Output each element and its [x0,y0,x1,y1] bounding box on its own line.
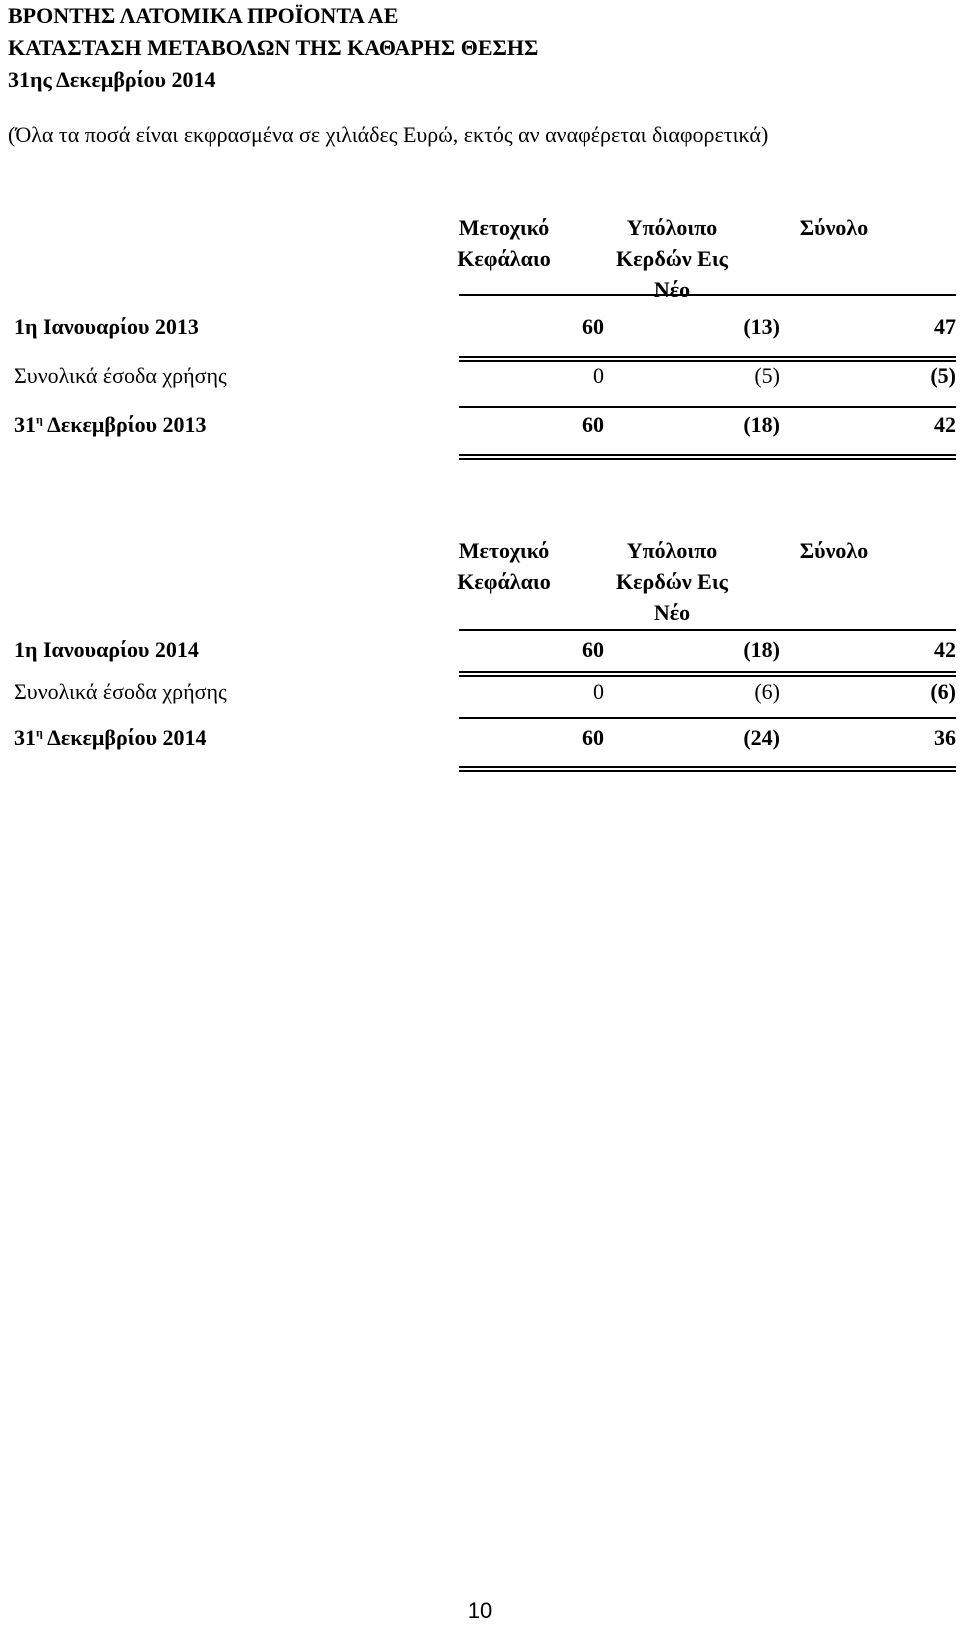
row-label: $31^\eta$ Δεκεμβρίου 2013 [14,412,207,437]
column-header-retained-earnings: Υπόλοιπο Κερδών Εις Νέο [616,215,728,302]
cell-retained-earnings: (13) [743,314,780,339]
column-header-share-capital: Μετοχικό Κεφάλαιο [457,538,551,594]
table-row-comprehensive-income [14,353,956,402]
statement-title: ΚΑΤΑΣΤΑΣΗ ΜΕΤΑΒΟΛΩΝ ΤΗΣ ΚΑΘΑΡΗΣ ΘΕΣΗΣ [8,35,539,60]
cell-retained-earnings: (5) [754,363,780,388]
cell-retained-earnings: (6) [754,679,780,704]
table-row-closing [14,715,956,764]
cell-total: 36 [934,725,956,750]
cell-share-capital: 60 [582,725,604,750]
cell-retained-earnings: (24) [743,725,780,750]
cell-retained-earnings: (18) [743,637,780,662]
column-header-total: Σύνολο [799,215,869,240]
cell-share-capital: 60 [582,314,604,339]
row-label: Συνολικά έσοδα χρήσης [14,363,227,388]
cell-total: (5) [930,363,956,388]
statement-table-2013 [14,212,956,451]
row-label: 1η Ιανουαρίου 2014 [14,637,199,662]
header-rule [459,294,956,296]
statement-date: 31ης Δεκεμβρίου 2014 [8,67,216,92]
cell-share-capital: 60 [582,412,604,437]
cell-total: 42 [934,637,956,662]
row-label: Συνολικά έσοδα χρήσης [14,679,227,704]
table-row-opening [14,304,956,353]
cell-total: (6) [930,679,956,704]
cell-share-capital: 60 [582,637,604,662]
column-header-share-capital: Μετοχικό Κεφάλαιο [457,215,551,271]
table-row-opening [14,627,956,669]
cell-total: 47 [934,314,956,339]
cell-total: 42 [934,412,956,437]
page-number: 10 [467,1598,493,1623]
document-header [8,0,538,96]
column-headers [14,535,956,627]
column-header-total: Σύνολο [799,538,869,563]
cell-retained-earnings: (18) [743,412,780,437]
double-rule [459,454,956,460]
cell-share-capital: 0 [593,679,604,704]
row-label: 1η Ιανουαρίου 2013 [14,314,199,339]
row-label: $31^\eta$ Δεκεμβρίου 2014 [14,725,207,750]
company-name: ΒΡΟΝΤΗΣ ΛΑΤΟΜΙΚΑ ΠΡΟΪΟΝΤΑ ΑΕ [8,3,399,28]
cell-share-capital: 0 [593,363,604,388]
column-headers [14,212,956,304]
currency-note: (Όλα τα ποσά είναι εκφρασμένα σε χιλιάδες Ευρώ, εκτός αν αναφέρεται διαφορετικά) [8,122,769,147]
table-row-closing [14,402,956,451]
table-row-comprehensive-income [14,669,956,715]
double-rule [459,766,956,772]
statement-table-2014 [14,535,956,764]
column-header-retained-earnings: Υπόλοιπο Κερδών Εις Νέο [616,538,728,625]
